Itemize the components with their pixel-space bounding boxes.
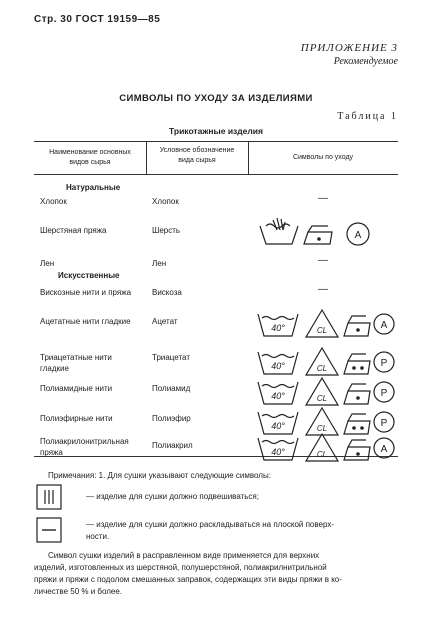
row-symbols-acetate	[256, 306, 396, 340]
dryclean-letter: A	[380, 320, 388, 331]
iron-icon	[344, 316, 370, 336]
bleach-label: CL	[316, 424, 328, 433]
group-artificial: Искусственные	[58, 271, 120, 280]
bleach-label: CL	[316, 326, 328, 335]
hang-dry-symbol	[36, 484, 62, 510]
dryclean-letter: P	[380, 358, 388, 369]
wash-temp-label: 40°	[271, 391, 285, 401]
dryclean-circle-icon	[374, 352, 394, 372]
table-col-divider-1	[146, 141, 147, 174]
note-flat-dry-line2: ности.	[86, 532, 110, 541]
note-paragraph-line3: пряжи и пряжи с подолом смешанных заправок, содержащих эти виды пряжи в ко-	[34, 575, 342, 584]
bleach-label: CL	[316, 450, 328, 459]
row-symbols-wool	[258, 212, 378, 248]
row-symbols-cotton: —	[318, 193, 328, 204]
column-header-material: Наименование основных видов сырья	[49, 149, 131, 166]
bleach-label: CL	[316, 364, 328, 373]
row-name-viscose: Вискозные нити и пряжа	[40, 288, 132, 297]
dryclean-circle-icon	[374, 314, 394, 334]
page-header: Стр. 30 ГОСТ 19159—85	[34, 14, 161, 25]
row-symbols-triacetate	[256, 344, 396, 378]
row-name-polyacryl: Полиакрилонитрильная пряжа	[40, 437, 129, 457]
iron-icon	[344, 354, 370, 374]
hang-dry-icon	[36, 484, 62, 510]
bleach-label: CL	[316, 394, 328, 403]
dryclean-circle-icon	[374, 382, 394, 402]
hand-wash-icon	[260, 218, 298, 244]
row-code-triacetate: Триацетат	[152, 353, 190, 362]
column-header-code: Условное обозначение вида сырья	[159, 147, 235, 164]
wash-temp-label: 40°	[271, 421, 285, 431]
dryclean-letter: P	[380, 418, 388, 429]
dryclean-circle-icon	[374, 412, 394, 432]
row-code-viscose: Вискоза	[152, 288, 182, 297]
dryclean-letter-a: A	[354, 230, 362, 241]
row-code-polyamide: Полиамид	[152, 384, 191, 393]
wash-temp-label: 40°	[271, 447, 285, 457]
row-code-linen: Лен	[152, 259, 167, 268]
wash-temp-label: 40°	[271, 323, 285, 333]
note-paragraph-line1: Символ сушки изделий в расправленном виде применяется для верхних	[48, 551, 320, 560]
appendix-title: ПРИЛОЖЕНИЕ 3	[300, 42, 398, 54]
row-symbols-viscose: —	[318, 284, 328, 295]
row-name-linen: Лен	[40, 259, 55, 268]
row-name-cotton: Хлопок	[40, 197, 67, 206]
wash-temp-label: 40°	[271, 361, 285, 371]
column-header-symbols: Символы по уходу	[292, 154, 354, 161]
row-code-wool: Шерсть	[152, 226, 181, 235]
row-name-wool: Шерстяная пряжа	[40, 226, 107, 235]
row-symbols-linen: —	[318, 255, 328, 266]
row-code-polyacryl: Полиакрил	[152, 441, 193, 450]
row-symbols-polyamide	[256, 374, 396, 408]
appendix-status: Рекомендуемое	[333, 56, 398, 67]
row-code-cotton: Хлопок	[152, 197, 179, 206]
note-hang-dry: — изделие для сушки должно подвешиваться;	[86, 492, 259, 501]
iron-icon	[344, 384, 370, 404]
table-label: Таблица 1	[337, 111, 398, 122]
table-top-rule	[34, 141, 398, 142]
row-symbols-polyacryl	[256, 430, 396, 464]
iron-icon	[304, 226, 332, 244]
table-subtitle: Трикотажные изделия	[169, 126, 263, 136]
group-natural: Натуральные	[66, 183, 121, 192]
iron-icon	[344, 440, 370, 460]
note-paragraph-line4: личестве 50 % и более.	[34, 587, 123, 596]
table-header-rule	[34, 174, 398, 175]
document-title: СИМВОЛЫ ПО УХОДУ ЗА ИЗДЕЛИЯМИ	[119, 93, 313, 104]
dryclean-letter: P	[380, 388, 388, 399]
flat-dry-icon	[36, 517, 62, 543]
flat-dry-symbol	[36, 517, 62, 543]
dryclean-circle-icon	[347, 223, 369, 245]
note-flat-dry-line1: — изделие для сушки должно раскладываться на плоской поверх-	[86, 520, 335, 529]
row-code-polyester: Полиэфир	[152, 414, 191, 423]
notes-intro: Примечания: 1. Для сушки указывают следующие символы:	[48, 471, 271, 480]
note-paragraph-line2: изделий, изготовленных из шерстяной, полушерстяной, полиакрилнитрильной	[34, 563, 327, 572]
dryclean-circle-icon	[374, 438, 394, 458]
row-name-triacetate: Триацетатные нити гладкие	[40, 353, 112, 373]
dryclean-letter: A	[380, 444, 388, 455]
table-col-divider-2	[248, 141, 249, 174]
row-name-polyester: Полиэфирные нити	[40, 414, 113, 423]
row-code-acetate: Ацетат	[152, 317, 178, 326]
row-name-polyamide: Полиамидные нити	[40, 384, 113, 393]
row-name-acetate: Ацетатные нити гладкие	[40, 317, 131, 326]
